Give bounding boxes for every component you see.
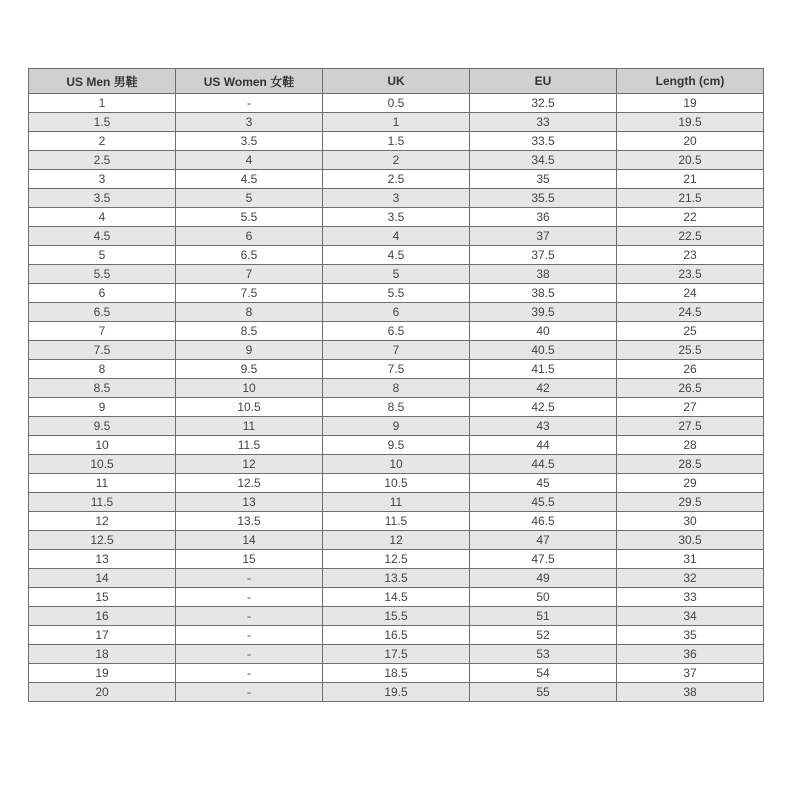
cell-us-women: 15 [176, 550, 323, 569]
table-row [29, 550, 764, 569]
table-row [29, 246, 764, 265]
cell-length: 33 [617, 588, 764, 607]
table-row [29, 607, 764, 626]
cell-eu: 45.5 [470, 493, 617, 512]
cell-eu: 55 [470, 683, 617, 702]
cell-uk: 3.5 [323, 208, 470, 227]
cell-eu: 46.5 [470, 512, 617, 531]
table-row [29, 227, 764, 246]
cell-uk: 12.5 [323, 550, 470, 569]
cell-us-women: 7 [176, 265, 323, 284]
header-row [29, 69, 764, 94]
table-row [29, 455, 764, 474]
cell-us-women: 4 [176, 151, 323, 170]
cell-eu: 44.5 [470, 455, 617, 474]
cell-us-men: 12.5 [29, 531, 176, 550]
table-row [29, 398, 764, 417]
size-chart-container [28, 68, 764, 702]
cell-us-women: - [176, 626, 323, 645]
cell-eu: 50 [470, 588, 617, 607]
table-row [29, 379, 764, 398]
cell-us-men: 15 [29, 588, 176, 607]
cell-us-men: 2.5 [29, 151, 176, 170]
cell-eu: 33.5 [470, 132, 617, 151]
cell-uk: 1.5 [323, 132, 470, 151]
cell-us-men: 3 [29, 170, 176, 189]
table-row [29, 569, 764, 588]
cell-eu: 54 [470, 664, 617, 683]
cell-eu: 45 [470, 474, 617, 493]
cell-uk: 9.5 [323, 436, 470, 455]
table-row [29, 170, 764, 189]
table-row [29, 265, 764, 284]
cell-uk: 13.5 [323, 569, 470, 588]
table-row [29, 683, 764, 702]
cell-us-men: 4.5 [29, 227, 176, 246]
table-row [29, 436, 764, 455]
cell-length: 28.5 [617, 455, 764, 474]
cell-length: 31 [617, 550, 764, 569]
cell-us-women: 9.5 [176, 360, 323, 379]
cell-us-men: 6 [29, 284, 176, 303]
cell-uk: 8 [323, 379, 470, 398]
cell-eu: 47.5 [470, 550, 617, 569]
cell-length: 27 [617, 398, 764, 417]
cell-us-women: 12.5 [176, 474, 323, 493]
shoe-size-table [28, 68, 764, 702]
cell-eu: 39.5 [470, 303, 617, 322]
cell-uk: 7.5 [323, 360, 470, 379]
cell-length: 26.5 [617, 379, 764, 398]
cell-us-men: 11.5 [29, 493, 176, 512]
cell-us-men: 5 [29, 246, 176, 265]
cell-eu: 53 [470, 645, 617, 664]
cell-length: 21 [617, 170, 764, 189]
cell-us-men: 3.5 [29, 189, 176, 208]
cell-us-women: 3 [176, 113, 323, 132]
cell-uk: 5.5 [323, 284, 470, 303]
cell-us-women: 12 [176, 455, 323, 474]
cell-eu: 40 [470, 322, 617, 341]
cell-us-men: 8 [29, 360, 176, 379]
cell-us-women: 5 [176, 189, 323, 208]
cell-us-men: 20 [29, 683, 176, 702]
cell-uk: 2.5 [323, 170, 470, 189]
cell-eu: 40.5 [470, 341, 617, 360]
cell-us-men: 13 [29, 550, 176, 569]
cell-uk: 2 [323, 151, 470, 170]
cell-length: 22.5 [617, 227, 764, 246]
table-row [29, 303, 764, 322]
cell-uk: 14.5 [323, 588, 470, 607]
cell-uk: 3 [323, 189, 470, 208]
cell-us-women: 5.5 [176, 208, 323, 227]
cell-length: 23.5 [617, 265, 764, 284]
cell-eu: 35 [470, 170, 617, 189]
table-row [29, 94, 764, 113]
cell-us-men: 12 [29, 512, 176, 531]
table-row [29, 417, 764, 436]
cell-us-women: 11 [176, 417, 323, 436]
cell-us-men: 19 [29, 664, 176, 683]
cell-length: 38 [617, 683, 764, 702]
cell-eu: 32.5 [470, 94, 617, 113]
cell-us-women: 3.5 [176, 132, 323, 151]
cell-us-men: 4 [29, 208, 176, 227]
table-row [29, 189, 764, 208]
cell-length: 19 [617, 94, 764, 113]
cell-length: 36 [617, 645, 764, 664]
cell-us-women: - [176, 683, 323, 702]
table-row [29, 360, 764, 379]
column-header-eu: EU [470, 69, 617, 94]
table-row [29, 284, 764, 303]
cell-uk: 6 [323, 303, 470, 322]
cell-us-women: - [176, 664, 323, 683]
cell-uk: 10.5 [323, 474, 470, 493]
cell-us-women: 10.5 [176, 398, 323, 417]
table-row [29, 341, 764, 360]
cell-length: 28 [617, 436, 764, 455]
cell-us-women: 9 [176, 341, 323, 360]
cell-us-women: - [176, 607, 323, 626]
cell-uk: 4.5 [323, 246, 470, 265]
cell-length: 30.5 [617, 531, 764, 550]
cell-length: 22 [617, 208, 764, 227]
cell-eu: 52 [470, 626, 617, 645]
table-row [29, 113, 764, 132]
cell-eu: 41.5 [470, 360, 617, 379]
cell-eu: 38 [470, 265, 617, 284]
cell-us-men: 9 [29, 398, 176, 417]
table-row [29, 322, 764, 341]
cell-length: 35 [617, 626, 764, 645]
cell-eu: 42.5 [470, 398, 617, 417]
cell-us-women: 8 [176, 303, 323, 322]
cell-uk: 16.5 [323, 626, 470, 645]
cell-uk: 9 [323, 417, 470, 436]
cell-us-women: 10 [176, 379, 323, 398]
cell-length: 34 [617, 607, 764, 626]
table-row [29, 531, 764, 550]
table-row [29, 474, 764, 493]
table-row [29, 645, 764, 664]
cell-length: 30 [617, 512, 764, 531]
cell-uk: 8.5 [323, 398, 470, 417]
cell-us-men: 7.5 [29, 341, 176, 360]
cell-us-women: 7.5 [176, 284, 323, 303]
cell-eu: 47 [470, 531, 617, 550]
cell-us-men: 6.5 [29, 303, 176, 322]
cell-uk: 12 [323, 531, 470, 550]
cell-uk: 4 [323, 227, 470, 246]
cell-uk: 10 [323, 455, 470, 474]
cell-uk: 5 [323, 265, 470, 284]
column-header-length: Length (cm) [617, 69, 764, 94]
table-row [29, 588, 764, 607]
cell-us-men: 10 [29, 436, 176, 455]
cell-us-men: 11 [29, 474, 176, 493]
table-header [29, 69, 764, 94]
cell-us-men: 1.5 [29, 113, 176, 132]
cell-us-women: 8.5 [176, 322, 323, 341]
cell-uk: 18.5 [323, 664, 470, 683]
column-header-us-men: US Men 男鞋 [29, 69, 176, 94]
table-row [29, 626, 764, 645]
table-body [29, 94, 764, 702]
cell-us-women: 6.5 [176, 246, 323, 265]
cell-uk: 6.5 [323, 322, 470, 341]
cell-us-women: - [176, 645, 323, 664]
cell-length: 25 [617, 322, 764, 341]
cell-us-men: 14 [29, 569, 176, 588]
table-row [29, 493, 764, 512]
cell-length: 37 [617, 664, 764, 683]
cell-eu: 34.5 [470, 151, 617, 170]
cell-us-women: 14 [176, 531, 323, 550]
cell-uk: 15.5 [323, 607, 470, 626]
cell-us-men: 9.5 [29, 417, 176, 436]
cell-length: 27.5 [617, 417, 764, 436]
table-row [29, 208, 764, 227]
cell-us-women: 13 [176, 493, 323, 512]
cell-length: 23 [617, 246, 764, 265]
cell-us-men: 5.5 [29, 265, 176, 284]
cell-us-men: 1 [29, 94, 176, 113]
cell-us-men: 10.5 [29, 455, 176, 474]
cell-eu: 38.5 [470, 284, 617, 303]
cell-uk: 0.5 [323, 94, 470, 113]
cell-us-men: 2 [29, 132, 176, 151]
table-row [29, 132, 764, 151]
cell-uk: 7 [323, 341, 470, 360]
cell-us-women: 11.5 [176, 436, 323, 455]
cell-eu: 44 [470, 436, 617, 455]
cell-us-men: 7 [29, 322, 176, 341]
cell-us-women: - [176, 94, 323, 113]
cell-eu: 49 [470, 569, 617, 588]
cell-length: 29 [617, 474, 764, 493]
table-row [29, 151, 764, 170]
cell-length: 25.5 [617, 341, 764, 360]
cell-eu: 35.5 [470, 189, 617, 208]
cell-length: 20 [617, 132, 764, 151]
cell-length: 21.5 [617, 189, 764, 208]
cell-length: 24 [617, 284, 764, 303]
cell-eu: 51 [470, 607, 617, 626]
cell-us-women: - [176, 569, 323, 588]
cell-uk: 1 [323, 113, 470, 132]
table-row [29, 512, 764, 531]
cell-us-women: 6 [176, 227, 323, 246]
cell-eu: 37 [470, 227, 617, 246]
cell-eu: 37.5 [470, 246, 617, 265]
cell-eu: 36 [470, 208, 617, 227]
column-header-us-women: US Women 女鞋 [176, 69, 323, 94]
cell-us-women: 4.5 [176, 170, 323, 189]
cell-us-men: 17 [29, 626, 176, 645]
cell-length: 19.5 [617, 113, 764, 132]
cell-uk: 19.5 [323, 683, 470, 702]
cell-length: 20.5 [617, 151, 764, 170]
cell-eu: 42 [470, 379, 617, 398]
table-row [29, 664, 764, 683]
cell-eu: 33 [470, 113, 617, 132]
cell-us-men: 16 [29, 607, 176, 626]
cell-us-women: 13.5 [176, 512, 323, 531]
cell-uk: 17.5 [323, 645, 470, 664]
cell-us-men: 8.5 [29, 379, 176, 398]
cell-uk: 11 [323, 493, 470, 512]
cell-length: 24.5 [617, 303, 764, 322]
column-header-uk: UK [323, 69, 470, 94]
cell-length: 26 [617, 360, 764, 379]
cell-length: 29.5 [617, 493, 764, 512]
cell-uk: 11.5 [323, 512, 470, 531]
cell-length: 32 [617, 569, 764, 588]
cell-us-men: 18 [29, 645, 176, 664]
cell-eu: 43 [470, 417, 617, 436]
cell-us-women: - [176, 588, 323, 607]
